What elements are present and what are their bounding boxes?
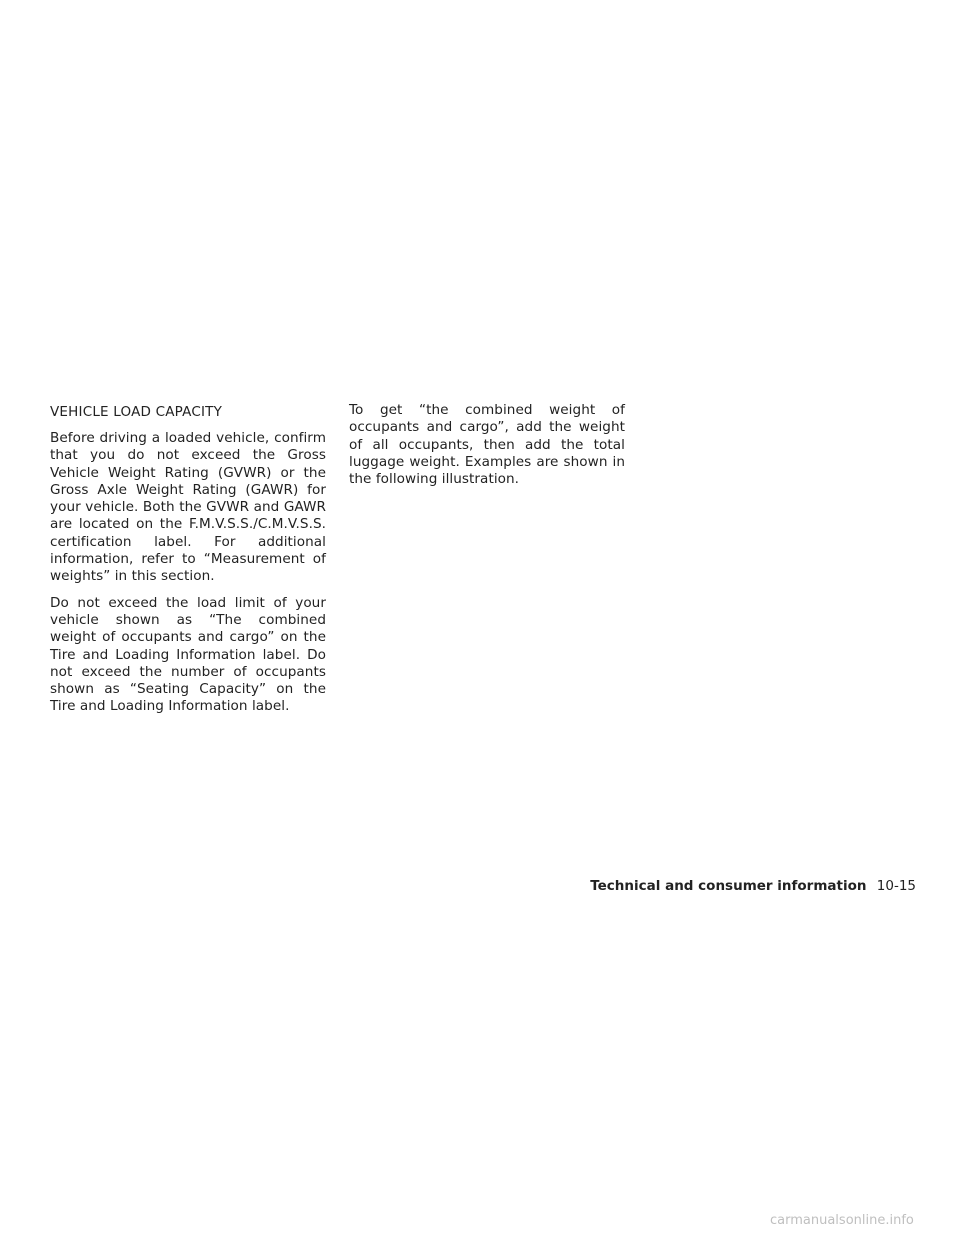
right-column	[349, 402, 625, 488]
watermark: carmanualsonline.info	[770, 1213, 914, 1228]
paragraph-load-limit: Do not exceed the load limit of your vehicle shown as “The combined weight of occupants and cargo” on the Tire and Loading Information label. Do not exceed the number of occupants shown as “Seating Capacity” on the Tire and Loading Information label.	[50, 594, 326, 715]
paragraph-combined-weight: To get “the combined weight of occupants and cargo”, add the weight of all occupants, then add the total luggage weight. Examples are shown in the following illustration.	[349, 402, 625, 488]
footer-section-title: Technical and consumer information	[590, 878, 867, 894]
page-footer	[590, 876, 916, 896]
paragraph-load-ratings: Before driving a loaded vehicle, confirm that you do not exceed the Gross Vehicle Weight Rating (GVWR) or the Gross Axle Weight Rating (GAWR) for your vehicle. Both the GVWR and GAWR are located on the F.M.V.S.S./C.M.V.S.S. certification label. For additional information, refer to “Measurement of weights” in this section.	[50, 430, 326, 585]
page-number: 10-15	[876, 878, 916, 894]
left-column	[50, 402, 326, 716]
section-heading: VEHICLE LOAD CAPACITY	[50, 404, 223, 420]
